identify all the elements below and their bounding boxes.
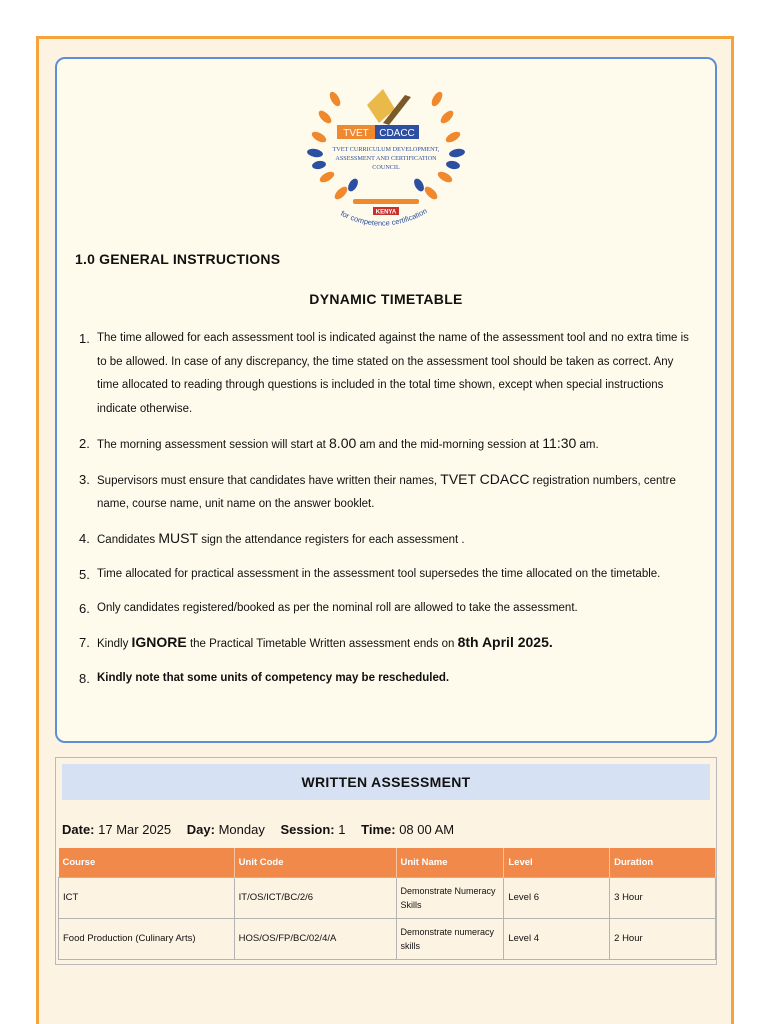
instruction-text: Only candidates registered/booked as per the nominal roll are allowed to take the assessment. [97, 602, 578, 614]
cell-duration: 2 Hour [610, 918, 716, 959]
instruction-item [79, 597, 695, 620]
logo-brand-right: CDACC [379, 128, 415, 139]
section-title: 1.0 GENERAL INSTRUCTIONS [75, 251, 281, 267]
instruction-number: 7. [79, 635, 90, 650]
written-assessment-card [55, 757, 717, 965]
instruction-item [79, 527, 695, 552]
logo-brand-left: TVET [343, 128, 369, 139]
instruction-number: 8. [79, 671, 90, 686]
written-timetable [58, 848, 716, 960]
time-label: Time: [361, 822, 396, 837]
logo-council-line3: COUNCIL [372, 164, 400, 171]
logo-motto: for competence certification [339, 206, 429, 228]
instruction-text: The time allowed for each assessment tool is indicated against the name of the assessment tool and no extra time is to be allowed. In case of any discrepancy, the time stated on the assessment tool should be taken as correct. Any time allocated to reading through questions is included in the total time shown, except when special instructions indicate otherwise. [97, 332, 689, 415]
morning-time: 8.00 [329, 435, 357, 451]
instruction-item [79, 432, 695, 457]
col-level: Level [504, 848, 610, 877]
instructions-list [79, 327, 695, 701]
cell-unit-name: Demonstrate numeracy skills [396, 918, 504, 959]
date-label: Date: [62, 822, 95, 837]
logo-country: KENYA [375, 209, 397, 216]
col-course: Course [59, 848, 235, 877]
cell-unit-code: HOS/OS/FP/BC/02/4/A [234, 918, 396, 959]
day-label: Day: [186, 822, 215, 837]
instruction-number: 2. [79, 436, 90, 451]
instruction-number: 1. [79, 331, 90, 346]
cell-duration: 3 Hour [610, 877, 716, 918]
table-row [59, 877, 716, 918]
logo-council-line1: TVET CURRICULUM DEVELOPMENT, [332, 146, 440, 153]
instruction-item [79, 327, 695, 421]
col-unit-name: Unit Name [396, 848, 504, 877]
day-value: Monday [218, 822, 265, 837]
timetable-page [36, 36, 734, 1024]
doc-title: DYNAMIC TIMETABLE [309, 291, 463, 307]
cell-unit-name: Demonstrate Numeracy Skills [396, 877, 504, 918]
cell-level: Level 4 [504, 918, 610, 959]
instruction-item [79, 667, 695, 690]
instruction-item [79, 631, 695, 656]
date-value: 17 Mar 2025 [98, 822, 172, 837]
general-instructions-card [55, 57, 717, 743]
table-row [59, 918, 716, 959]
midmorning-time: 11:30 [542, 435, 577, 451]
time-value: 08 00 AM [399, 822, 455, 837]
session-value: 1 [338, 822, 346, 837]
instruction-text: The morning assessment session will start at 8.00 am and the mid-morning session at 11:30 am. [97, 435, 599, 451]
ignore-emphasis: IGNORE [131, 634, 187, 650]
table-header-row [59, 848, 716, 877]
session-label: Session: [280, 822, 335, 837]
instruction-text: Candidates MUST sign the attendance registers for each assessment . [97, 530, 465, 546]
cell-level: Level 6 [504, 877, 610, 918]
logo-council-line2: ASSESSMENT AND CERTIFICATION [335, 155, 437, 162]
must-emphasis: MUST [158, 530, 199, 546]
org-name: TVET CDACC [440, 471, 530, 487]
end-date: 8th April 2025. [457, 634, 553, 650]
instruction-number: 5. [79, 567, 90, 582]
session-info [62, 822, 454, 837]
cell-course: ICT [59, 877, 235, 918]
instruction-text: Supervisors must ensure that candidates have written their names, TVET CDACC registration numbers, centre name, course name, unit name on the answer booklet. [97, 471, 676, 510]
instruction-item [79, 468, 695, 516]
instruction-item [79, 563, 695, 586]
instruction-text: Kindly IGNORE the Practical Timetable Written assessment ends on 8th April 2025. [97, 634, 553, 650]
instruction-number: 3. [79, 472, 90, 487]
col-unit-code: Unit Code [234, 848, 396, 877]
instruction-number: 6. [79, 601, 90, 616]
tvet-cdacc-logo [307, 81, 465, 233]
written-assessment-header: WRITTEN ASSESSMENT [62, 764, 710, 800]
instruction-text: Kindly note that some units of competency may be rescheduled. [97, 672, 450, 684]
instruction-text: Time allocated for practical assessment in the assessment tool supersedes the time allocated on the timetable. [97, 568, 661, 580]
cell-course: Food Production (Culinary Arts) [59, 918, 235, 959]
cell-unit-code: IT/OS/ICT/BC/2/6 [234, 877, 396, 918]
instruction-number: 4. [79, 531, 90, 546]
col-duration: Duration [610, 848, 716, 877]
